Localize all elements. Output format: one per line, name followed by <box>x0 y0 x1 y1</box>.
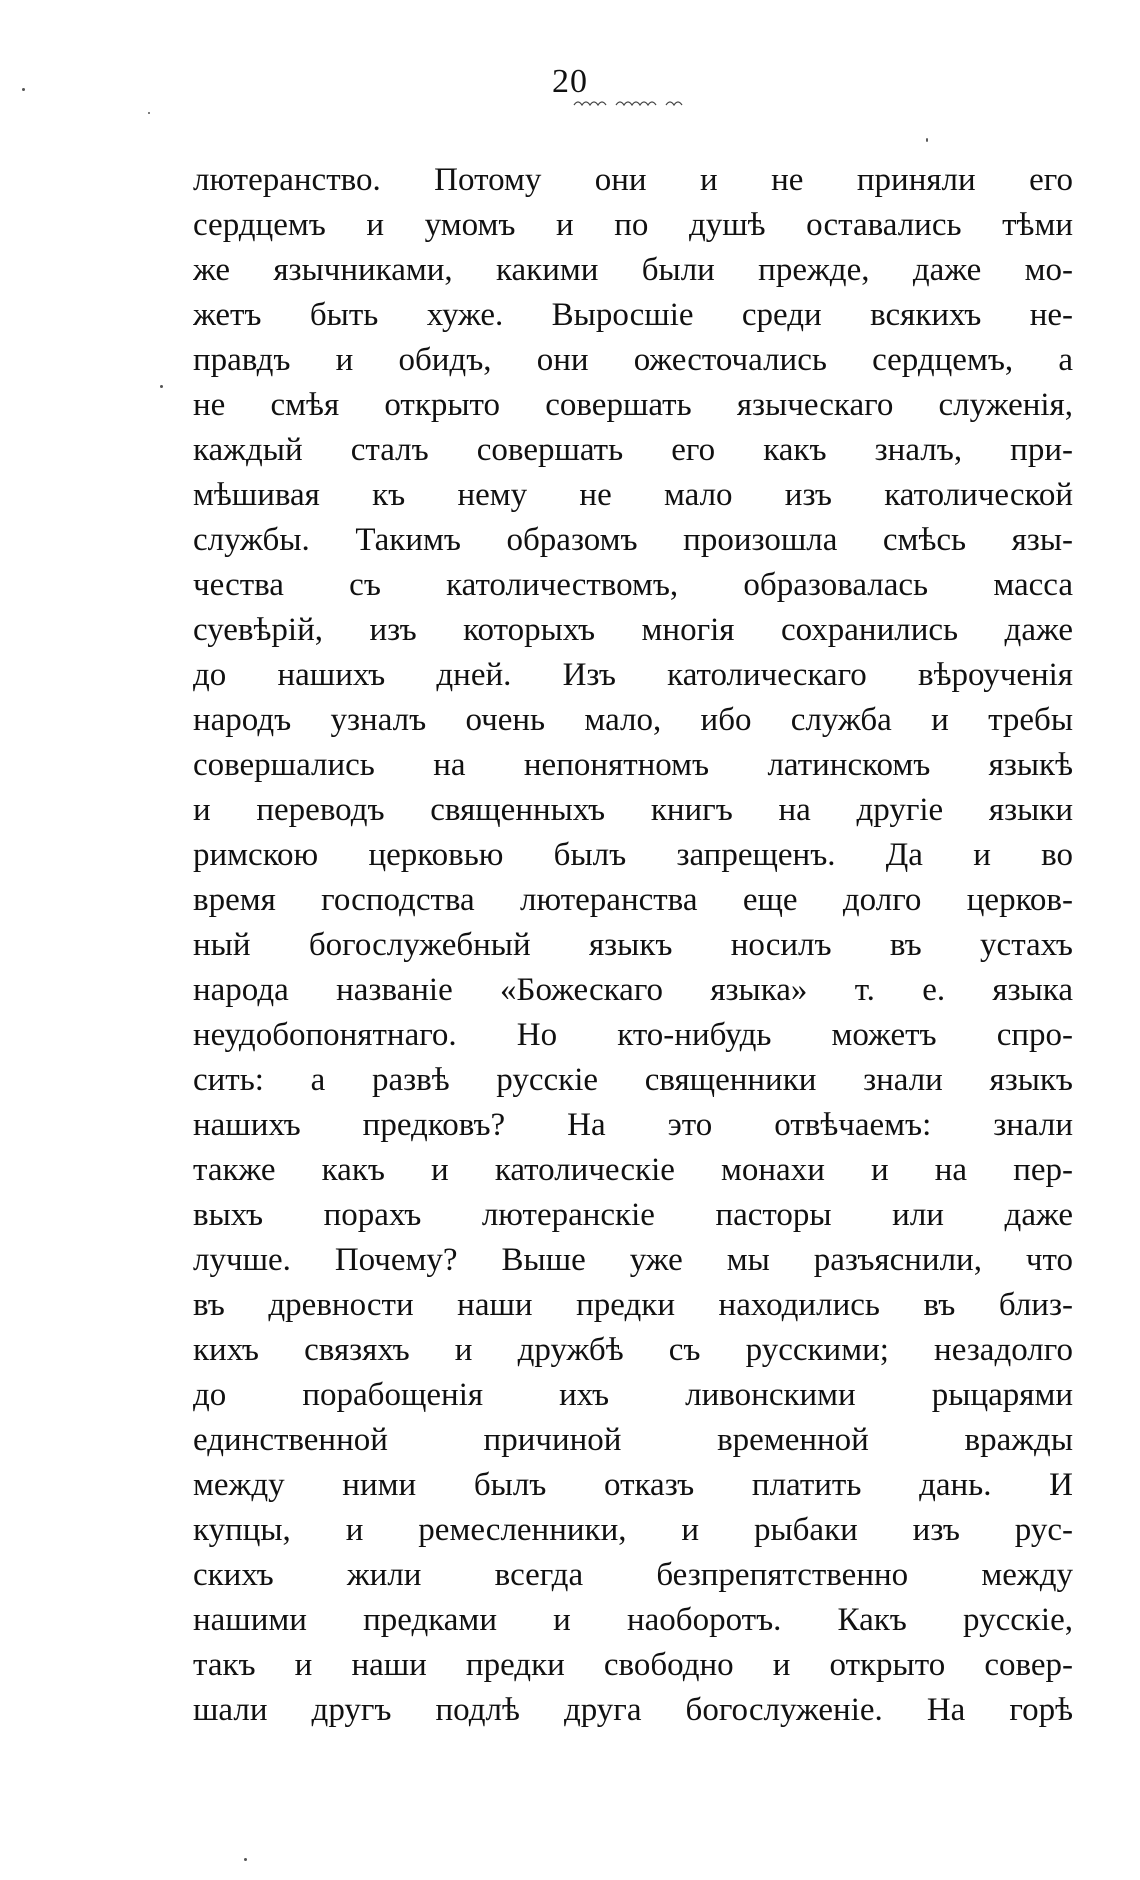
text-line: время господства лютеранства еще долго церков- <box>193 882 1073 918</box>
text-line: кихъ связяхъ и дружбѣ съ русскими; незадолго <box>193 1332 1073 1368</box>
text-line: нашими предками и наоборотъ. Какъ русскіе, <box>193 1602 1073 1638</box>
text-line: каждый сталъ совершать его какъ зналъ, при- <box>193 432 1073 468</box>
text-line: сить: а развѣ русскіе священники знали языкъ <box>193 1062 1073 1098</box>
text-line: до порабощенія ихъ ливонскими рыцарями <box>193 1377 1073 1413</box>
text-line: совершались на непонятномъ латинскомъ языкѣ <box>193 747 1073 783</box>
text-line: выхъ порахъ лютеранскіе пасторы или даже <box>193 1197 1073 1233</box>
scan-speck <box>926 138 928 142</box>
text-line: между ними былъ отказъ платить дань. И <box>193 1467 1073 1503</box>
text-line: жетъ быть хуже. Выросшіе среди всякихъ не- <box>193 297 1073 333</box>
text-line: чества съ католичествомъ, образовалась масса <box>193 567 1073 603</box>
text-line: единственной причиной временной вражды <box>193 1422 1073 1458</box>
text-line: лучше. Почему? Выше уже мы разъяснили, что <box>193 1242 1073 1278</box>
text-line: неудобопонятнаго. Но кто-нибудь можетъ спро- <box>193 1017 1073 1053</box>
text-line: до нашихъ дней. Изъ католическаго вѣроученія <box>193 657 1073 693</box>
text-line: также какъ и католическіе монахи и на пер- <box>193 1152 1073 1188</box>
scan-speck <box>22 88 25 91</box>
text-line: народа названіе «Божескаго языка» т. е. языка <box>193 972 1073 1008</box>
text-line: мѣшивая къ нему не мало изъ католической <box>193 477 1073 513</box>
text-line: не смѣя открыто совершать языческаго служенія, <box>193 387 1073 423</box>
text-line: же язычниками, какими были прежде, даже мо- <box>193 252 1073 288</box>
text-line: въ древности наши предки находились въ близ- <box>193 1287 1073 1323</box>
text-line: лютеранство. Потому они и не приняли его <box>193 162 1073 198</box>
scan-speck <box>148 112 150 114</box>
scan-speck <box>244 1858 247 1861</box>
text-line: нашихъ предковъ? На это отвѣчаемъ: знали <box>193 1107 1073 1143</box>
text-line: ный богослужебный языкъ носилъ въ устахъ <box>193 927 1073 963</box>
scan-speck <box>160 385 163 388</box>
text-line: шали другъ подлѣ друга богослуженіе. На горѣ <box>193 1692 1073 1728</box>
text-line: правдъ и обидъ, они ожесточались сердцемъ, а <box>193 342 1073 378</box>
text-line: и переводъ священныхъ книгъ на другіе языки <box>193 792 1073 828</box>
text-line: такъ и наши предки свободно и открыто совер- <box>193 1647 1073 1683</box>
text-line: купцы, и ремесленники, и рыбаки изъ рус- <box>193 1512 1073 1548</box>
text-line: службы. Такимъ образомъ произошла смѣсь язы- <box>193 522 1073 558</box>
text-line: суевѣрій, изъ которыхъ многія сохранились даже <box>193 612 1073 648</box>
body-text <box>193 158 1073 1733</box>
text-line: народъ узналъ очень мало, ибо служба и требы <box>193 702 1073 738</box>
text-line: римскою церковью былъ запрещенъ. Да и во <box>193 837 1073 873</box>
page-number: 20 <box>552 63 588 100</box>
text-line: скихъ жили всегда безпрепятственно между <box>193 1557 1073 1593</box>
text-line: сердцемъ и умомъ и по душѣ оставались тѣми <box>193 207 1073 243</box>
page-number-ornament <box>572 96 700 110</box>
